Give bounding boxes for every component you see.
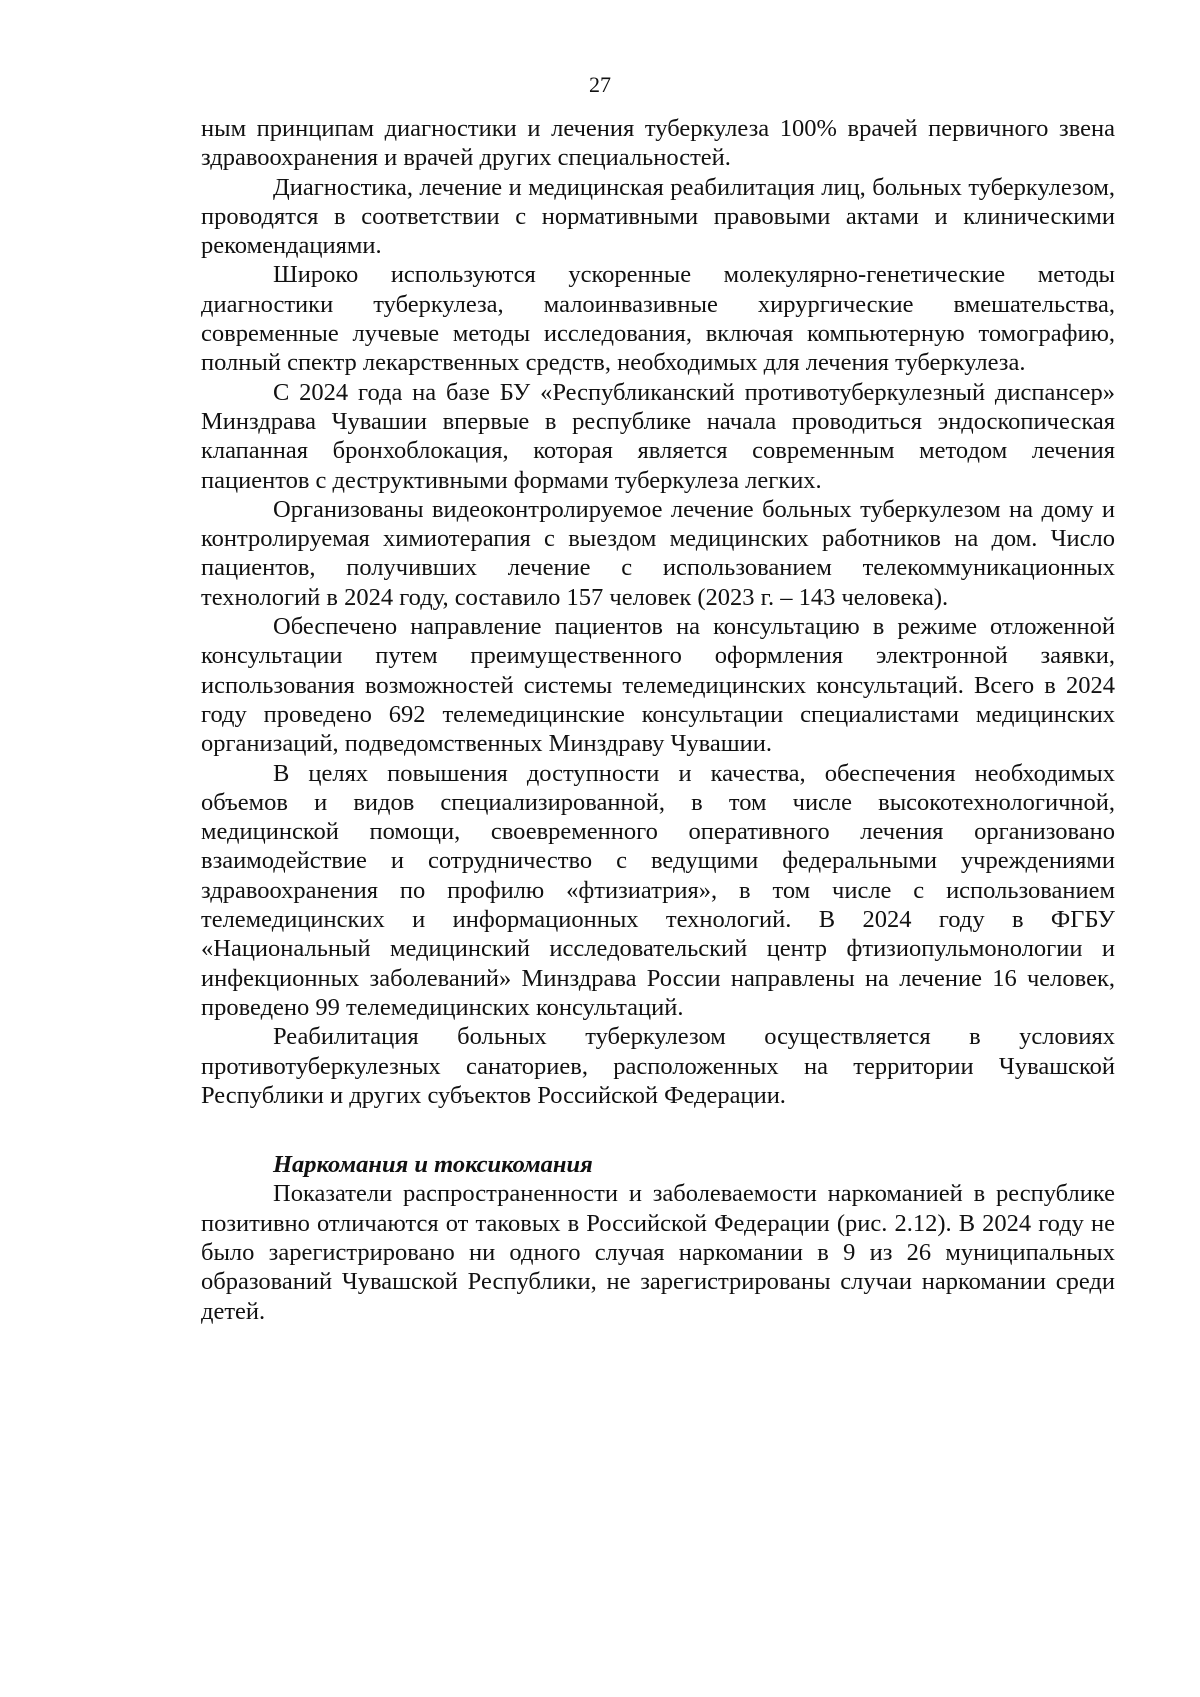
paragraph-drug-addiction: Показатели распространенности и заболеваемости наркоманией в республике позитивно отличаются от таковых в Российской Федерации (рис. 2.12). В 2024 году не было зарегистрировано ни одного случая наркомании в 9 из 26 муниципальных образований Чувашской Республики, не зарегистрированы случаи наркомании среди детей.	[201, 1180, 1115, 1325]
paragraph-diagnostics: Диагностика, лечение и медицинская реабилитация лиц, больных туберкулезом, проводятся в соответствии с нормативными правовыми актами и клиническими рекомендациями.	[201, 173, 1115, 260]
page-content	[201, 114, 1115, 1326]
paragraph-methods: Широко используются ускоренные молекулярно-генетические методы диагностики туберкулеза, малоинвазивные хирургические вмешательства, современные лучевые методы исследования, включая компьютерную томографию, полный спектр лекарственных средств, необходимых для лечения туберкулеза.	[201, 261, 1115, 377]
paragraph-rehabilitation: Реабилитация больных туберкулезом осуществляется в условиях противотуберкулезных санаториев, расположенных на территории Чувашской Республики и других субъектов Российской Федерации.	[201, 1023, 1115, 1109]
paragraph-federal-cooperation: В целях повышения доступности и качества, обеспечения необходимых объемов и видов специализированной, в том числе высокотехнологичной, медицинской помощи, своевременного оперативного лечения организовано взаимодействие и сотрудничество с ведущими федеральными учреждениями здравоохранения по профилю «фтизиатрия», в том числе с использованием телемедицинских и информационных технологий. В 2024 году в ФГБУ «Национальный медицинский исследовательский центр фтизиопульмонологии и инфекционных заболеваний» Минздрава России направлены на лечение 16 человек, проведено 99 телемедицинских консультаций.	[201, 759, 1115, 1021]
paragraph-bronchoblocking: С 2024 года на базе БУ «Республиканский противотуберкулезный диспансер» Минздрава Чувашии впервые в республике начала проводиться эндоскопическая клапанная бронхоблокация, которая является современным методом лечения пациентов с деструктивными формами туберкулеза легких.	[201, 378, 1115, 494]
section-heading: Наркомания и токсикомания	[273, 1151, 593, 1179]
paragraph-consultations: Обеспечено направление пациентов на консультацию в режиме отложенной консультации путем преимущественного оформления электронной заявки, использования возможностей системы телемедицинских консультаций. Всего в 2024 году проведено 692 телемедицинские консультации специалистами медицинских организаций, подведомственных Минздраву Чувашии.	[201, 613, 1115, 758]
page-number: 27	[589, 72, 611, 97]
paragraph-video-treatment: Организованы видеоконтролируемое лечение больных туберкулезом на дому и контролируемая химиотерапия с выездом медицинских работников на дом. Число пациентов, получивших лечение с использованием телекоммуникационных технологий в 2024 году, составило 157 человек (2023 г. – 143 человека).	[201, 495, 1115, 611]
paragraph-continuation: ным принципам диагностики и лечения туберкулеза 100% врачей первичного звена здравоохранения и врачей других специальностей.	[201, 115, 1115, 172]
